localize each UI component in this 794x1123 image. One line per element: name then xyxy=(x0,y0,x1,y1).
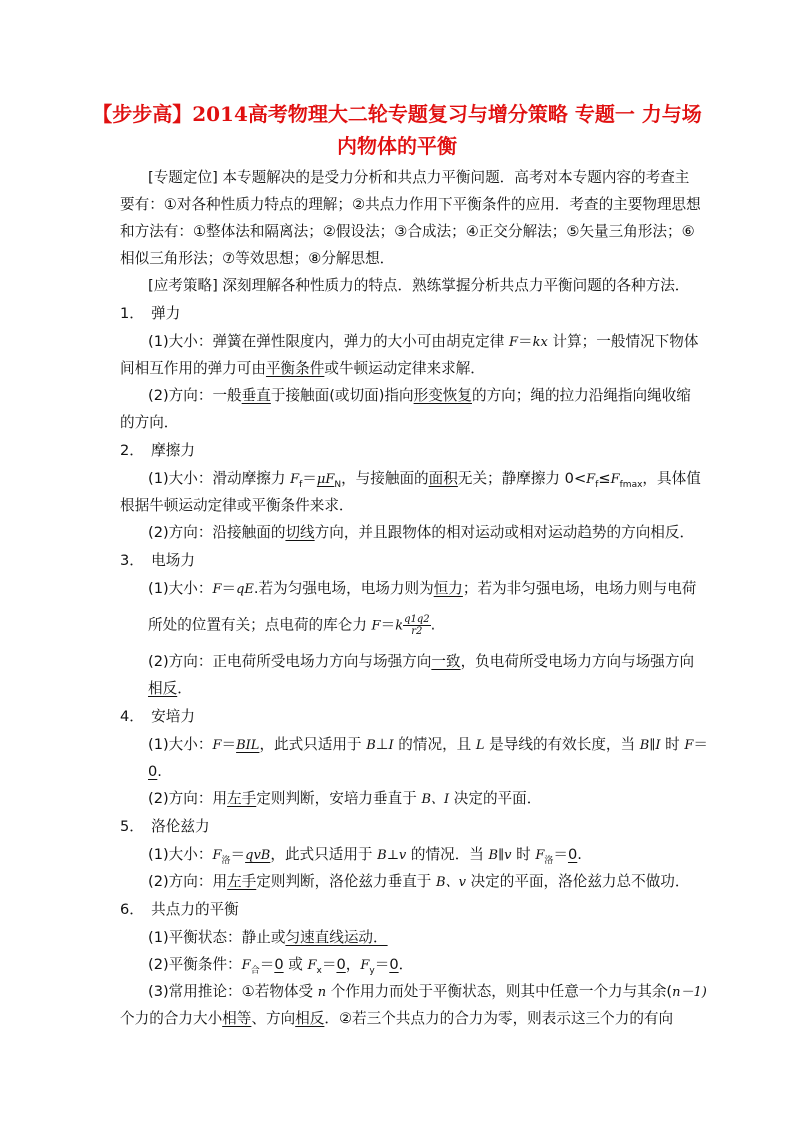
s6-inference-line: (3)常用推论：①若物体受 n 个作用力而处于平衡状态，则其中任意一个力与其余(n－1) xyxy=(148,983,707,1000)
intro-line-1: [专题定位] 本专题解决的是受力分析和共点力平衡问题．高考对本专题内容的考查主 xyxy=(148,169,690,186)
intro-line-2: 要有：①对各种性质力特点的理解；②共点力作用下平衡条件的应用．考查的主要物理思想 xyxy=(120,196,701,213)
s6-inference-line-2: 个力的合力大小相等、方向相反．②若三个共点力的合力为零，则表示这三个力的有向 xyxy=(120,1010,674,1027)
s3-direction-line-2: 相反． xyxy=(148,680,192,697)
section-5-heading: 5． 洛伦兹力 xyxy=(120,818,210,835)
s2-direction-line: (2)方向：沿接触面的切线方向，并且跟物体的相对运动或相对运动趋势的方向相反． xyxy=(148,524,695,541)
intro-line-3: 和方法有：①整体法和隔离法；②假设法；③合成法；④正交分解法；⑤矢量三角形法；⑥ xyxy=(120,223,695,240)
s6-condition-line: (2)平衡条件：$F_合=0$ 或 $F_x=0$，$F_y=0$． xyxy=(148,956,414,976)
s5-direction-line: (2)方向：用左手定则判断，洛伦兹力垂直于 B、v 决定的平面，洛伦兹力总不做功． xyxy=(148,873,690,890)
s4-size-line: (1)大小：F＝BIL，此式只适用于 B⊥I 的情况，且 L 是导线的有效长度，当 B∥I 时 F＝ xyxy=(148,736,708,753)
section-3-heading: 3． 电场力 xyxy=(120,552,195,569)
s1-direction-line: (2)方向：一般垂直于接触面(或切面)指向形变恢复的方向；绳的拉力沿绳指向绳收缩 xyxy=(148,387,691,404)
section-1-heading: 1． 弹力 xyxy=(120,305,181,322)
s1-size-line-2: 间相互作用的弹力可由平衡条件或牛顿运动定律来求解． xyxy=(120,360,485,377)
section-2-heading: 2． 摩擦力 xyxy=(120,442,195,459)
s4-direction-line: (2)方向：用左手定则判断，安培力垂直于 B、I 决定的平面． xyxy=(148,790,542,807)
title-line-2: 内物体的平衡 xyxy=(337,134,457,158)
s3-direction-line: (2)方向：正电荷所受电场力方向与场强方向一致，负电荷所受电场力方向与场强方向 xyxy=(148,653,695,670)
s6-state-line: (1)平衡状态：静止或匀速直线运动． xyxy=(148,929,388,946)
s3-coulomb-line: 所处的位置有关；点电荷的库仑力 F＝k $\frac{q1q2}{r2}$ . xyxy=(148,614,436,637)
s4-size-line-2: 0. xyxy=(148,763,162,780)
section-6-heading: 6． 共点力的平衡 xyxy=(120,901,239,918)
intro-line-4: 相似三角形法；⑦等效思想；⑧分解思想． xyxy=(120,250,395,267)
s1-direction-line-2: 的方向． xyxy=(120,414,179,431)
s1-size-line: (1)大小：弹簧在弹性限度内，弹力的大小可由胡克定律 F＝kx 计算；一般情况下物体 xyxy=(148,333,699,350)
s5-size-line: (1)大小：$F_洛=qvB$，此式只适用于 B⊥v 的情况．当 B∥v 时 $F_洛=0$. xyxy=(148,846,582,866)
s2-size-line: (1)大小：滑动摩擦力 $F_f=\mu F_N$，与接触面的面积无关；静摩擦力 $0<F_f\le F_{fmax}$，具体值 xyxy=(148,470,701,490)
s2-size-line-2: 根据牛顿运动定律或平衡条件来求． xyxy=(120,497,354,514)
intro-line-5: [应考策略] 深刻理解各种性质力的特点．熟练掌握分析共点力平衡问题的各种方法． xyxy=(148,277,690,294)
coulomb-fraction: $\frac{q1q2}{r2}$ xyxy=(404,614,430,637)
s3-size-line: (1)大小：F＝qE.若为匀强电场，电场力则为恒力；若为非匀强电场，电场力则与电荷 xyxy=(148,580,697,597)
section-4-heading: 4． 安培力 xyxy=(120,708,195,725)
title-line-1: 【步步高】2014高考物理大二轮专题复习与增分策略 专题一 力与场 xyxy=(92,102,702,126)
